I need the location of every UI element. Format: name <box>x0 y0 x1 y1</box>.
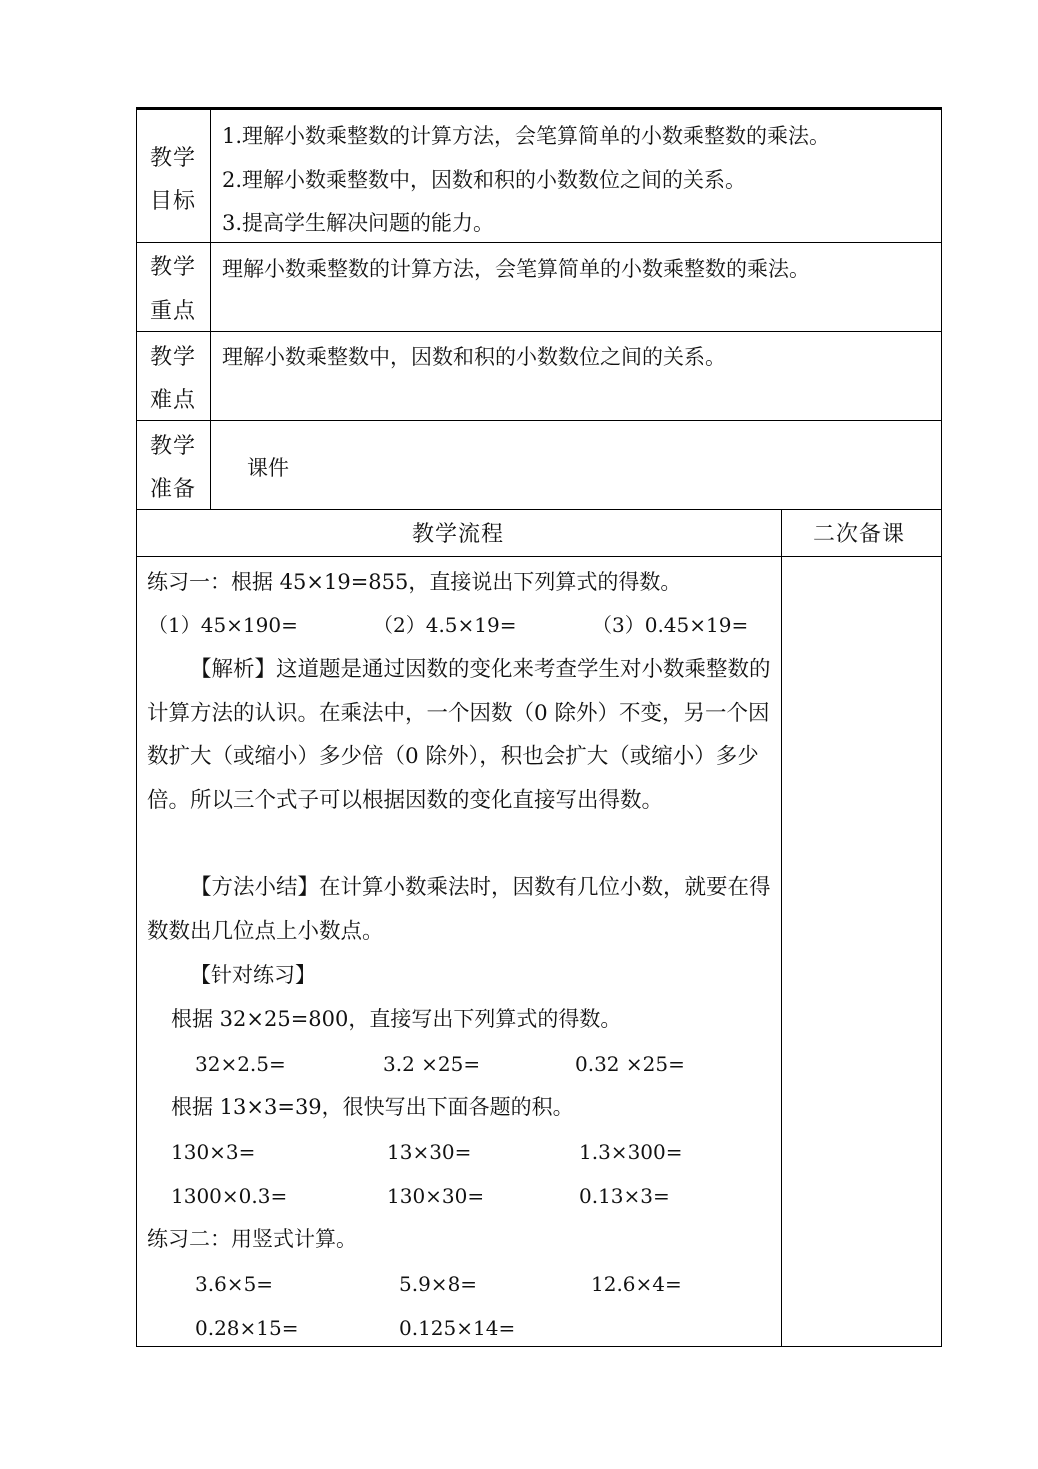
objective-item-3: 3.提高学生解决问题的能力。 <box>222 211 495 235</box>
table-left-border <box>136 107 137 1347</box>
table-bottom-border <box>136 1346 942 1347</box>
exercise2-row1-item-1: 3.6×5= <box>195 1272 274 1296</box>
practice2-row1-item-2: 13×30= <box>387 1140 472 1164</box>
objective-item-1: 1.理解小数乘整数的计算方法，会笔算简单的小数乘整数的乘法。 <box>222 124 831 148</box>
exercise1-item-1: （1）45×190= <box>148 613 298 637</box>
difficulties-label-line1: 教学 <box>150 345 197 370</box>
objectives-label-line2: 目标 <box>150 189 197 214</box>
table-right-border <box>941 107 942 1347</box>
exercise2-row2-item-1: 0.28×15= <box>195 1316 299 1340</box>
preparation-label-line2: 准备 <box>150 477 197 502</box>
preparation-content: 课件 <box>247 456 289 480</box>
row-divider-difficulties <box>136 420 942 421</box>
practice2-row2-item-1: 1300×0.3= <box>171 1184 288 1208</box>
row-divider-flow-header <box>136 556 942 557</box>
practice1-intro: 根据 32×25=800，直接写出下列算式的得数。 <box>171 1007 622 1031</box>
preparation-label-line1: 教学 <box>150 434 197 459</box>
exercise2-row2-item-2: 0.125×14= <box>399 1316 516 1340</box>
practice2-row1-item-1: 130×3= <box>171 1140 256 1164</box>
targeted-practice-title: 【针对练习】 <box>190 963 316 987</box>
exercise2-row1-item-3: 12.6×4= <box>591 1272 682 1296</box>
practice2-row1-item-3: 1.3×300= <box>579 1140 683 1164</box>
practice1-item-1: 32×2.5= <box>195 1052 286 1076</box>
exercise2-title: 练习二：用竖式计算。 <box>147 1227 357 1251</box>
flow-header-side: 二次备课 <box>813 522 906 547</box>
row-divider-keypoints <box>136 331 942 332</box>
label-column-divider <box>210 107 211 510</box>
notes-column-divider <box>781 509 782 1347</box>
exercise1-item-2: （2）4.5×19= <box>373 613 517 637</box>
analysis-paragraph: 【解析】这道题是通过因数的变化来考查学生对小数乘整数的计算方法的认识。在乘法中，一个因数（0 除外）不变，另一个因数扩大（或缩小）多少倍（0 除外），积也会扩大（或缩小）多少倍。所以三个式子可以根据因数的变化直接写出得数。 <box>147 657 771 813</box>
exercise2-row1-item-2: 5.9×8= <box>399 1272 478 1296</box>
practice2-row2-item-3: 0.13×3= <box>579 1184 670 1208</box>
practice2-row2-item-2: 130×30= <box>387 1184 485 1208</box>
row-divider-objectives <box>136 242 942 243</box>
objective-item-2: 2.理解小数乘整数中，因数和积的小数数位之间的关系。 <box>222 168 747 192</box>
table-top-border <box>136 107 942 110</box>
keypoints-content: 理解小数乘整数的计算方法，会笔算简单的小数乘整数的乘法。 <box>222 257 810 281</box>
practice1-item-2: 3.2 ×25= <box>383 1052 481 1076</box>
difficulties-content: 理解小数乘整数中，因数和积的小数数位之间的关系。 <box>222 345 726 369</box>
keypoints-label-line1: 教学 <box>150 255 197 280</box>
objectives-label-line1: 教学 <box>150 146 197 171</box>
row-divider-preparation <box>136 509 942 510</box>
flow-header-main: 教学流程 <box>412 522 505 547</box>
exercise1-item-3: （3）0.45×19= <box>592 613 749 637</box>
difficulties-label-line2: 难点 <box>150 388 197 413</box>
practice1-item-3: 0.32 ×25= <box>575 1052 685 1076</box>
method-summary-paragraph: 【方法小结】在计算小数乘法时，因数有几位小数，就要在得数数出几位点上小数点。 <box>147 875 771 944</box>
practice2-intro: 根据 13×3=39，很快写出下面各题的积。 <box>171 1095 574 1119</box>
keypoints-label-line2: 重点 <box>150 299 197 324</box>
exercise1-title: 练习一：根据 45×19=855，直接说出下列算式的得数。 <box>147 570 682 594</box>
